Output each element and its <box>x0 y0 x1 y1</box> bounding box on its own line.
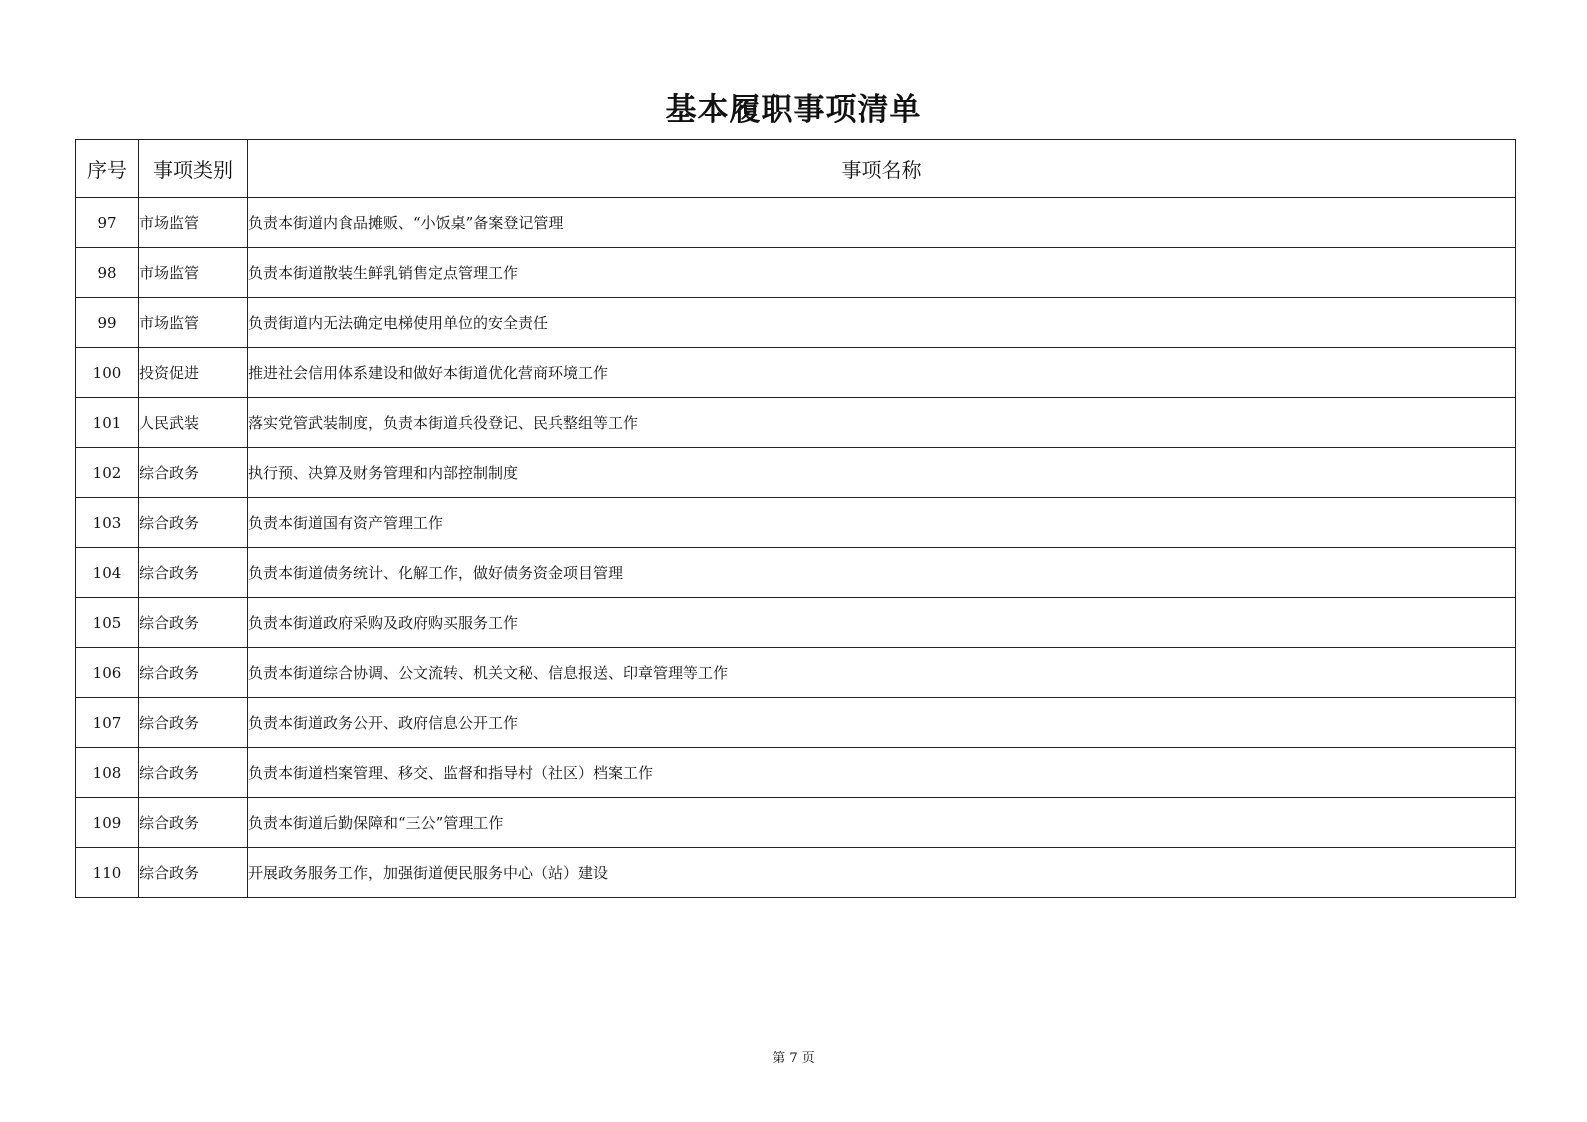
table-row <box>76 798 1516 848</box>
row-serial-number: 109 <box>76 798 139 848</box>
row-category: 综合政务 <box>139 648 248 698</box>
table-row <box>76 848 1516 898</box>
row-category: 市场监管 <box>139 248 248 298</box>
row-item-name: 落实党管武装制度，负责本街道兵役登记、民兵整组等工作 <box>248 398 1516 448</box>
row-serial-number: 103 <box>76 498 139 548</box>
table-row <box>76 648 1516 698</box>
duty-items-table <box>75 139 1516 898</box>
table-row <box>76 248 1516 298</box>
row-item-name: 负责本街道国有资产管理工作 <box>248 498 1516 548</box>
row-category: 综合政务 <box>139 698 248 748</box>
row-serial-number: 106 <box>76 648 139 698</box>
row-serial-number: 108 <box>76 748 139 798</box>
page-number-footer: 第 7 页 <box>772 1051 815 1066</box>
row-category: 综合政务 <box>139 448 248 498</box>
header-serial-number: 序号 <box>76 140 139 198</box>
row-item-name: 负责本街道后勤保障和“三公”管理工作 <box>248 798 1516 848</box>
row-serial-number: 99 <box>76 298 139 348</box>
row-item-name: 负责本街道散装生鲜乳销售定点管理工作 <box>248 248 1516 298</box>
page-title: 基本履职事项清单 <box>665 92 922 128</box>
row-category: 综合政务 <box>139 798 248 848</box>
row-item-name: 负责本街道政府采购及政府购买服务工作 <box>248 598 1516 648</box>
row-item-name: 负责本街道债务统计、化解工作，做好债务资金项目管理 <box>248 548 1516 598</box>
table-row <box>76 498 1516 548</box>
row-category: 综合政务 <box>139 498 248 548</box>
table-row <box>76 198 1516 248</box>
row-category: 综合政务 <box>139 748 248 798</box>
row-item-name: 负责本街道综合协调、公文流转、机关文秘、信息报送、印章管理等工作 <box>248 648 1516 698</box>
row-serial-number: 97 <box>76 198 139 248</box>
table-row <box>76 298 1516 348</box>
row-item-name: 负责街道内无法确定电梯使用单位的安全责任 <box>248 298 1516 348</box>
table-row <box>76 398 1516 448</box>
row-serial-number: 110 <box>76 848 139 898</box>
row-item-name: 推进社会信用体系建设和做好本街道优化营商环境工作 <box>248 348 1516 398</box>
row-category: 人民武装 <box>139 398 248 448</box>
row-serial-number: 104 <box>76 548 139 598</box>
row-item-name: 执行预、决算及财务管理和内部控制制度 <box>248 448 1516 498</box>
table-row <box>76 548 1516 598</box>
row-category: 市场监管 <box>139 298 248 348</box>
table-row <box>76 748 1516 798</box>
row-category: 综合政务 <box>139 598 248 648</box>
row-serial-number: 107 <box>76 698 139 748</box>
table-header-row <box>76 140 1516 198</box>
row-item-name: 开展政务服务工作，加强街道便民服务中心（站）建设 <box>248 848 1516 898</box>
row-serial-number: 100 <box>76 348 139 398</box>
table-row <box>76 348 1516 398</box>
row-category: 综合政务 <box>139 848 248 898</box>
row-item-name: 负责本街道内食品摊贩、“小饭桌”备案登记管理 <box>248 198 1516 248</box>
header-item-name: 事项名称 <box>248 140 1516 198</box>
table-row <box>76 598 1516 648</box>
row-serial-number: 102 <box>76 448 139 498</box>
table-row <box>76 448 1516 498</box>
row-category: 综合政务 <box>139 548 248 598</box>
row-serial-number: 98 <box>76 248 139 298</box>
row-serial-number: 105 <box>76 598 139 648</box>
header-item-category: 事项类别 <box>139 140 248 198</box>
row-category: 投资促进 <box>139 348 248 398</box>
row-item-name: 负责本街道档案管理、移交、监督和指导村（社区）档案工作 <box>248 748 1516 798</box>
table-row <box>76 698 1516 748</box>
row-category: 市场监管 <box>139 198 248 248</box>
row-item-name: 负责本街道政务公开、政府信息公开工作 <box>248 698 1516 748</box>
row-serial-number: 101 <box>76 398 139 448</box>
